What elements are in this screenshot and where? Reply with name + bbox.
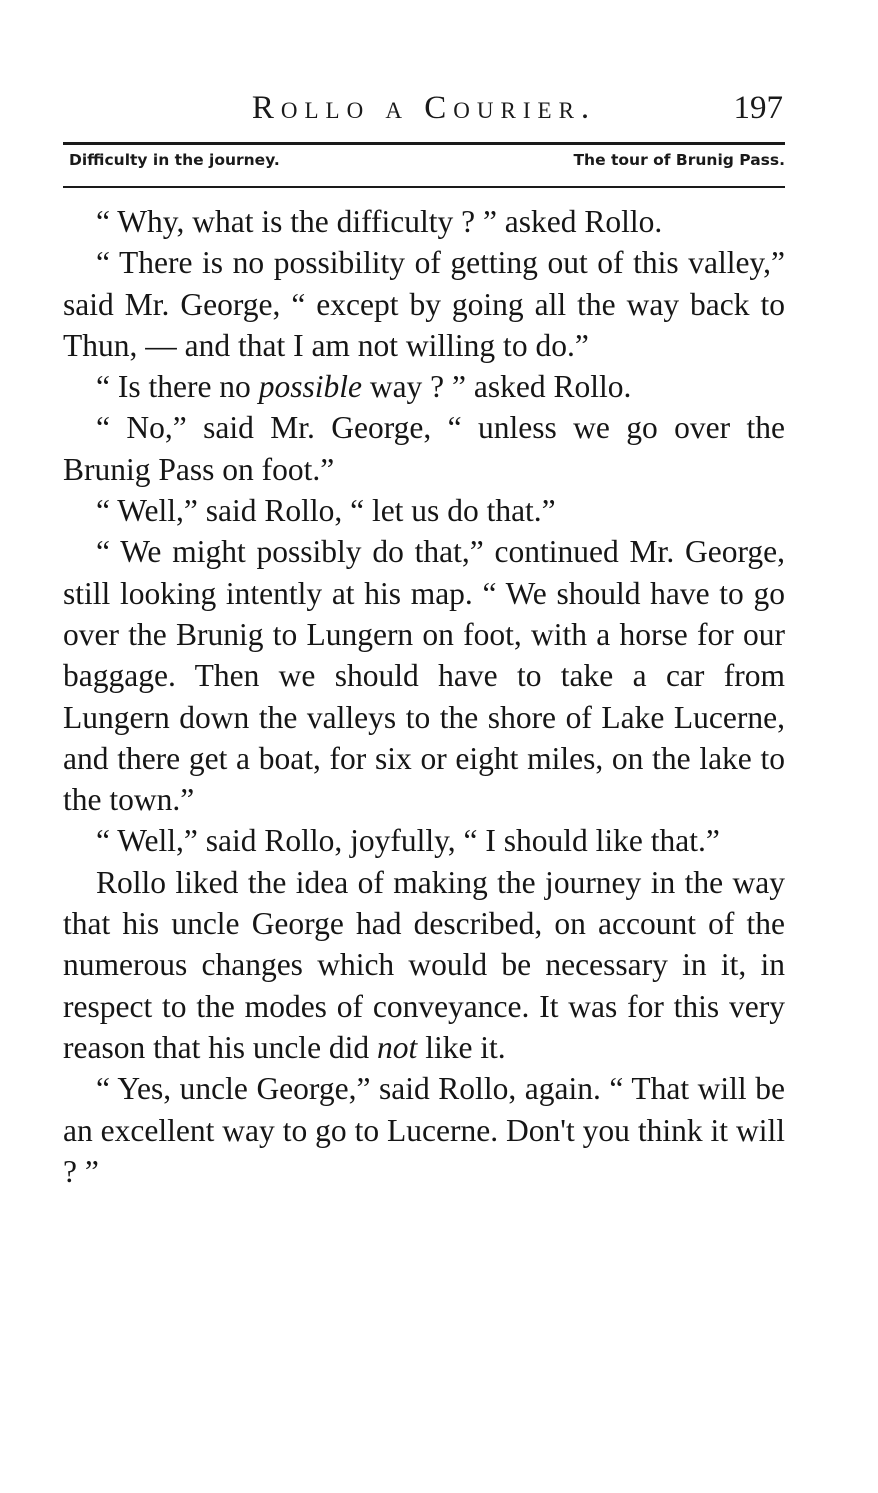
paragraph: “ We might possibly do that,” continued Mr. George, still looking intently at his map. “ We should have to go over the Brunig to Lungern on foot, with a horse for our baggage. Then we should have to take a car from Lungern down the valleys to the shore of Lake Lucerne, and there get a boat, for six or eight miles, on the lake to the town.”	[63, 534, 785, 818]
paragraph: “ No,” said Mr. George, “ unless we go over the Brunig Pass on foot.”	[63, 410, 785, 487]
paragraph: Rollo liked the idea of making the journey in the way that his uncle George had described, on account of the numerous changes which would be necessary in it, in respect to the modes of conveyance. It was for this very reason that his uncle did not like it.	[63, 864, 785, 1065]
emphasis: not	[377, 1029, 418, 1065]
paragraph: “ Yes, uncle George,” said Rollo, again. “ That will be an excellent way to go to Lucerne. Don't you think it will ? ”	[63, 1071, 785, 1189]
subhead-left: Difficulty in the journey.	[69, 151, 280, 169]
paragraph: “ Is there no possible way ? ” asked Rollo.	[96, 369, 632, 405]
emphasis: possible	[258, 369, 362, 405]
body-text	[63, 201, 785, 1192]
running-head	[63, 86, 785, 136]
header-rule-bottom	[63, 186, 785, 188]
paragraph: “ Well,” said Rollo, joyfully, “ I should like that.”	[96, 823, 720, 859]
paragraph: “ Well,” said Rollo, “ let us do that.”	[96, 493, 556, 529]
header-rule-top	[63, 142, 785, 145]
book-title: Rollo a Courier.	[251, 90, 597, 126]
subhead-right: The tour of Brunig Pass.	[573, 151, 785, 169]
paragraph: “ There is no possibility of getting out of this valley,” said Mr. George, “ except by going all the way back to Thun, — and that I am not willing to do.”	[63, 245, 785, 363]
subheads	[63, 149, 785, 179]
paragraph: “ Why, what is the difficulty ? ” asked Rollo.	[96, 204, 663, 239]
page-number: 197	[733, 90, 783, 126]
